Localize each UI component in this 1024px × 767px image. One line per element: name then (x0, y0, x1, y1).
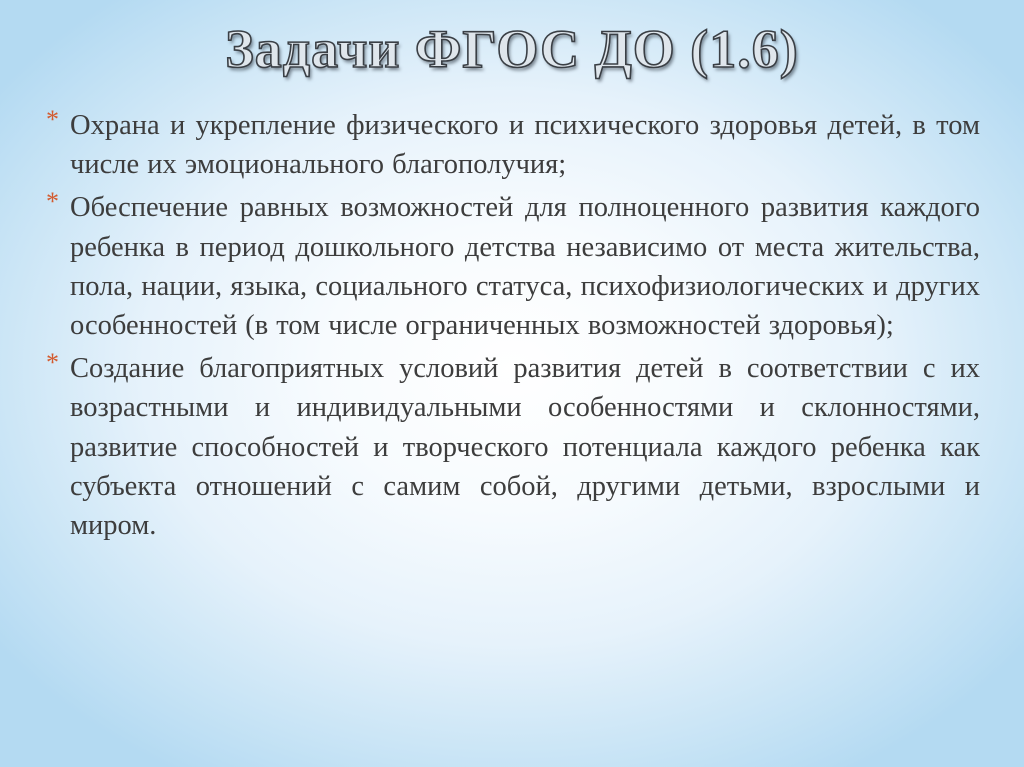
asterisk-bullet-icon: * (46, 105, 59, 134)
bullet-item (46, 349, 980, 545)
bullet-item (46, 188, 980, 345)
asterisk-bullet-icon: * (46, 348, 59, 378)
asterisk-bullet-icon: * (46, 187, 59, 217)
bullet-text: Создание благоприятных условий развития детей в соответствии с их возрастными и индивидуальными особенностями и склонностями, развитие способностей и творческого потенциала каждого ребенка как субъекта отношений с самим собой, другими детьми, взрослыми и миром. (70, 353, 980, 542)
bullet-list (46, 106, 980, 549)
slide-title: Задачи ФГОС ДО (1.6) (225, 19, 799, 79)
bullet-item (46, 106, 980, 184)
bullet-text: Охрана и укрепление физического и психического здоровья детей, в том числе их эмоционального благополучия; (70, 110, 980, 181)
bullet-text: Обеспечение равных возможностей для полноценного развития каждого ребенка в период дошкольного детства независимо от места жительства, пола, нации, языка, социального статуса, психофизиологических и других особенностей (в том числе ограниченных возможностей здоровья); (70, 192, 980, 342)
